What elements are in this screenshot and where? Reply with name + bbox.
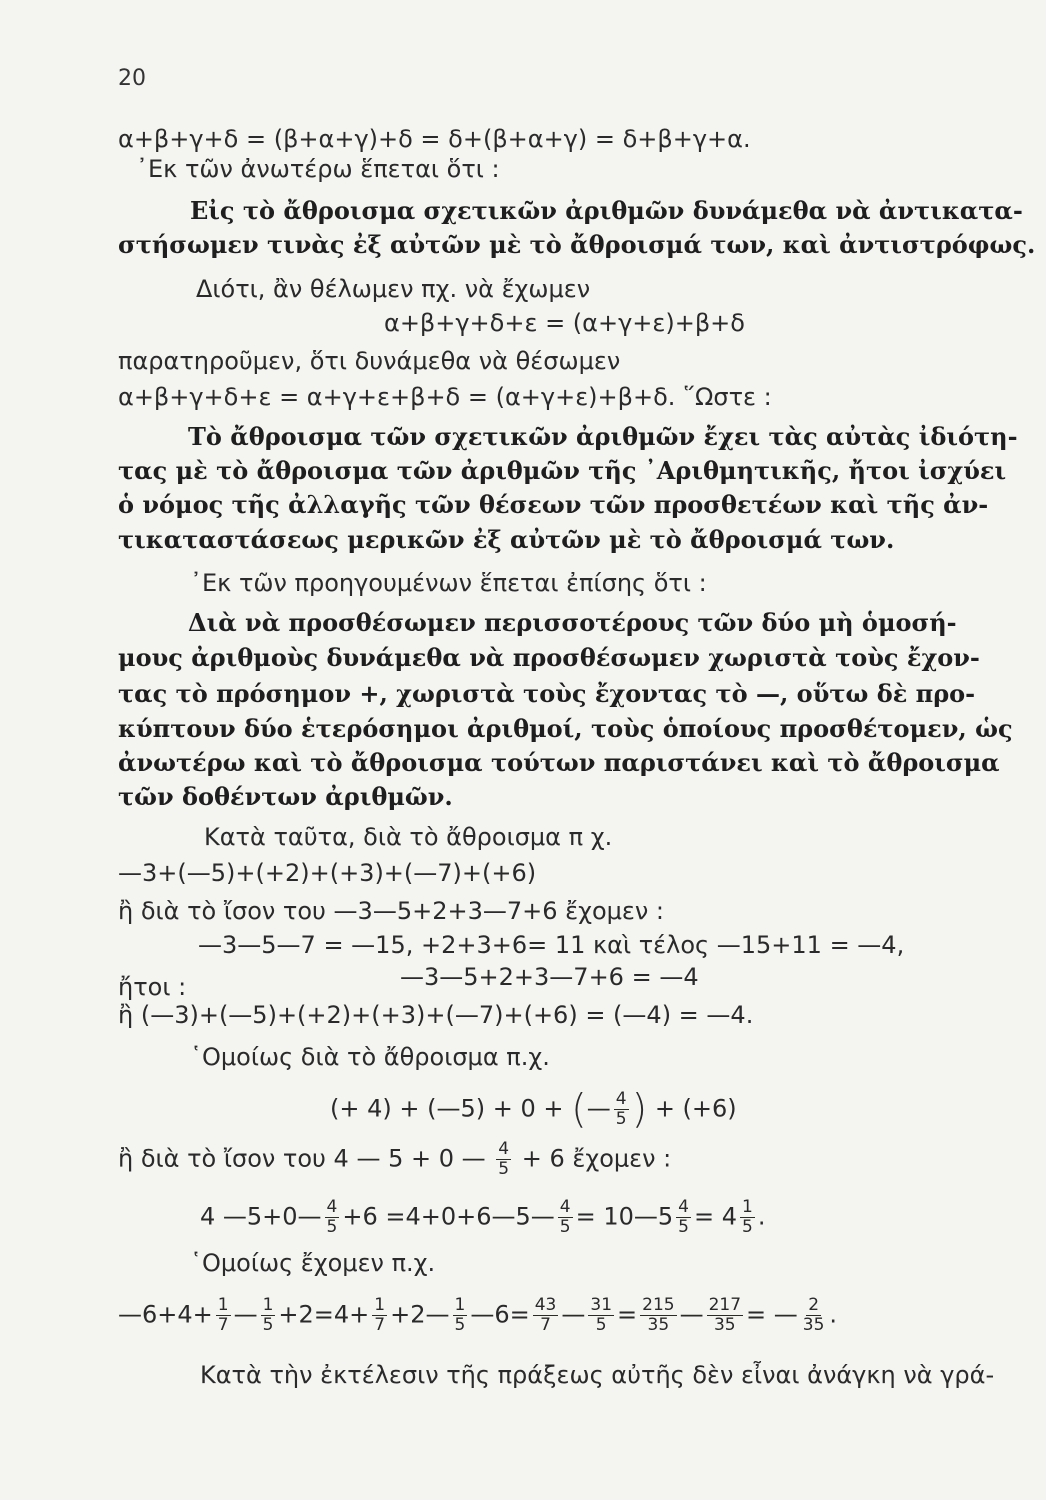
bold-rule-line: ἀνωτέρω καὶ τὸ ἄθροισμα τούτων παριστάνει καὶ τὸ ἄθροισμα (118, 748, 1000, 777)
numerator: 4 (559, 1197, 571, 1217)
bold-rule-line: τῶν δοθέντων ἀριθμῶν. (118, 782, 453, 811)
denominator: 7 (540, 1315, 551, 1335)
text-line: ἤτοι : (118, 973, 187, 1001)
equation-line: α+β+γ+δ+ε = α+γ+ε+β+δ = (α+γ+ε)+β+δ. ῞Ωστε : (118, 383, 772, 411)
fraction (325, 1198, 340, 1237)
denominator: 5 (595, 1315, 607, 1335)
fraction (533, 1296, 559, 1335)
bold-rule-line: κύπτουν δύο ἑτερόσημοι ἀριθμοί, τοὺς ὁποίους προσθέτομεν, ὡς (118, 714, 1013, 743)
equation-line: —3+(—5)+(+2)+(+3)+(—7)+(+6) (118, 859, 537, 887)
bold-rule-line: τας μὲ τὸ ἄθροισμα τῶν ἀριθμῶν τῆς ᾿Αριθμητικῆς, ἤτοι ἰσχύει (118, 456, 1007, 485)
expr-part: +6 =4+0+6—5— (342, 1202, 555, 1231)
numerator: 1 (454, 1295, 466, 1315)
left-paren: ( (571, 1086, 587, 1133)
numerator: 4 (678, 1197, 689, 1217)
equation-line: ἢ (—3)+(—5)+(+2)+(+3)+(—7)+(+6) = (—4) = —4. (118, 1001, 754, 1029)
text-line: ᾿Εκ τῶν προηγουμένων ἕπεται ἐπίσης ὅτι : (190, 569, 707, 597)
fraction (640, 1296, 676, 1335)
bold-rule-line: τικαταστάσεως μερικῶν ἐξ αὐτῶν μὲ τὸ ἄθροισμά των. (118, 525, 895, 554)
denominator: 7 (217, 1315, 229, 1335)
expr-part: = (617, 1300, 638, 1329)
equation-line (200, 1198, 765, 1237)
expr-part: + (+6) (654, 1094, 737, 1123)
text-line: Διότι, ἂν θέλωμεν πχ. νὰ ἔχωμεν (196, 275, 591, 303)
expr-part: — (233, 1300, 258, 1329)
numerator: 1 (742, 1197, 753, 1217)
denominator: 35 (713, 1315, 736, 1335)
bold-rule-line: στήσωμεν τινὰς ἐξ αὐτῶν μὲ τὸ ἄθροισμά των, καὶ ἀντιστρόφως. (118, 230, 1036, 259)
expr-part: —6= (470, 1300, 530, 1329)
text-line: Κατὰ ταῦτα, διὰ τὸ ἄθροισμα π χ. (204, 823, 613, 851)
page-number: 20 (118, 66, 146, 91)
minus-sign: — (586, 1094, 611, 1123)
bold-rule-line: Τὸ ἄθροισμα τῶν σχετικῶν ἀριθμῶν ἔχει τὰς αὐτὰς ἰδιότη- (188, 422, 1018, 451)
text-line: ἢ διὰ τὸ ἴσον του —3—5+2+3—7+6 ἔχομεν : (118, 897, 665, 925)
bold-rule-line: Εἰς τὸ ἄθροισμα σχετικῶν ἀριθμῶν δυνάμεθα νὰ ἀντικατα- (190, 196, 1023, 225)
expr-part: +2=4+ (278, 1300, 370, 1329)
numerator: 215 (642, 1295, 675, 1315)
expr-part: . (757, 1202, 766, 1231)
expr-part: +2— (390, 1300, 450, 1329)
expr-part: = — (746, 1300, 798, 1329)
denominator: 5 (742, 1217, 753, 1237)
denominator: 5 (559, 1217, 571, 1237)
expr-part: 4 —5+0— (200, 1202, 322, 1231)
fraction (496, 1140, 511, 1179)
numerator: 2 (808, 1295, 820, 1315)
denominator: 5 (498, 1159, 510, 1179)
fraction (614, 1090, 629, 1129)
numerator: 4 (615, 1089, 627, 1109)
equation-line (118, 1296, 837, 1335)
numerator: 1 (262, 1295, 274, 1315)
fraction (372, 1296, 387, 1335)
bold-rule-line: μους ἀριθμοὺς δυνάμεθα νὰ προσθέσωμεν χωριστὰ τοὺς ἔχον- (118, 643, 980, 672)
numerator: 217 (708, 1295, 742, 1315)
denominator: 35 (647, 1315, 670, 1335)
denominator: 5 (262, 1315, 274, 1335)
equation-line: α+β+γ+δ = (β+α+γ)+δ = δ+(β+α+γ) = δ+β+γ+α. (118, 125, 751, 153)
numerator: 4 (498, 1139, 510, 1159)
numerator: 43 (534, 1295, 557, 1315)
fraction (676, 1198, 691, 1237)
denominator: 5 (615, 1109, 627, 1129)
fraction (261, 1296, 276, 1335)
bold-rule-line: τας τὸ πρόσημον +, χωριστὰ τοὺς ἔχοντας τὸ —, οὕτω δὲ προ- (118, 679, 976, 708)
equation-line: α+β+γ+δ+ε = (α+γ+ε)+β+δ (384, 309, 745, 337)
numerator: 4 (326, 1197, 338, 1217)
denominator: 5 (454, 1315, 466, 1335)
denominator: 7 (374, 1315, 386, 1335)
numerator: 1 (217, 1295, 229, 1315)
numerator: 1 (374, 1295, 386, 1315)
bold-rule-line: Διὰ νὰ προσθέσωμεν περισσοτέρους τῶν δύο μὴ ὁμοσή- (188, 608, 957, 637)
denominator: 5 (678, 1217, 689, 1237)
fraction (558, 1198, 573, 1237)
numerator: 31 (590, 1295, 613, 1315)
equation-line (330, 1086, 737, 1133)
right-paren: ) (631, 1086, 648, 1133)
expr-part: = 10—5 (575, 1202, 674, 1231)
fraction (588, 1296, 614, 1335)
equation-line: —3—5+2+3—7+6 = —4 (400, 963, 699, 991)
text-line: Κατὰ τὴν ἐκτέλεσιν τῆς πράξεως αὐτῆς δὲν εἶναι ἀνάγκη νὰ γρά- (200, 1361, 995, 1389)
expr-part: + 6 ἔχομεν : (521, 1144, 672, 1173)
fraction (216, 1296, 231, 1335)
equation-line: —3—5—7 = —15, +2+3+6= 11 καὶ τέλος —15+11 = —4, (198, 931, 905, 959)
fraction (707, 1296, 743, 1335)
text-line: ᾿Εκ τῶν ἀνωτέρω ἕπεται ὅτι : (136, 155, 500, 183)
fraction (453, 1296, 468, 1335)
denominator: 35 (802, 1315, 825, 1335)
expr-part: . (829, 1300, 838, 1329)
fraction (740, 1198, 755, 1237)
text-line: ῾Ομοίως ἔχομεν π.χ. (190, 1249, 436, 1277)
expr-part: —6+4+ (118, 1300, 213, 1329)
text-line: ῾Ομοίως διὰ τὸ ἄθροισμα π.χ. (190, 1043, 550, 1071)
expr-part: = 4 (694, 1202, 738, 1231)
bold-rule-line: ὁ νόμος τῆς ἀλλαγῆς τῶν θέσεων τῶν προσθετέων καὶ τῆς ἀν- (118, 490, 989, 519)
text-line: παρατηροῦμεν, ὅτι δυνάμεθα νὰ θέσωμεν (118, 347, 621, 375)
expr-part: ἢ διὰ τὸ ἴσον του 4 — 5 + 0 — (118, 1144, 486, 1173)
expr-part: — (561, 1300, 586, 1329)
expr-part: (+ 4) + (—5) + 0 + (330, 1094, 564, 1123)
expr-part: — (679, 1300, 704, 1329)
fraction (801, 1296, 827, 1335)
denominator: 5 (326, 1217, 338, 1237)
equation-line (118, 1140, 671, 1179)
